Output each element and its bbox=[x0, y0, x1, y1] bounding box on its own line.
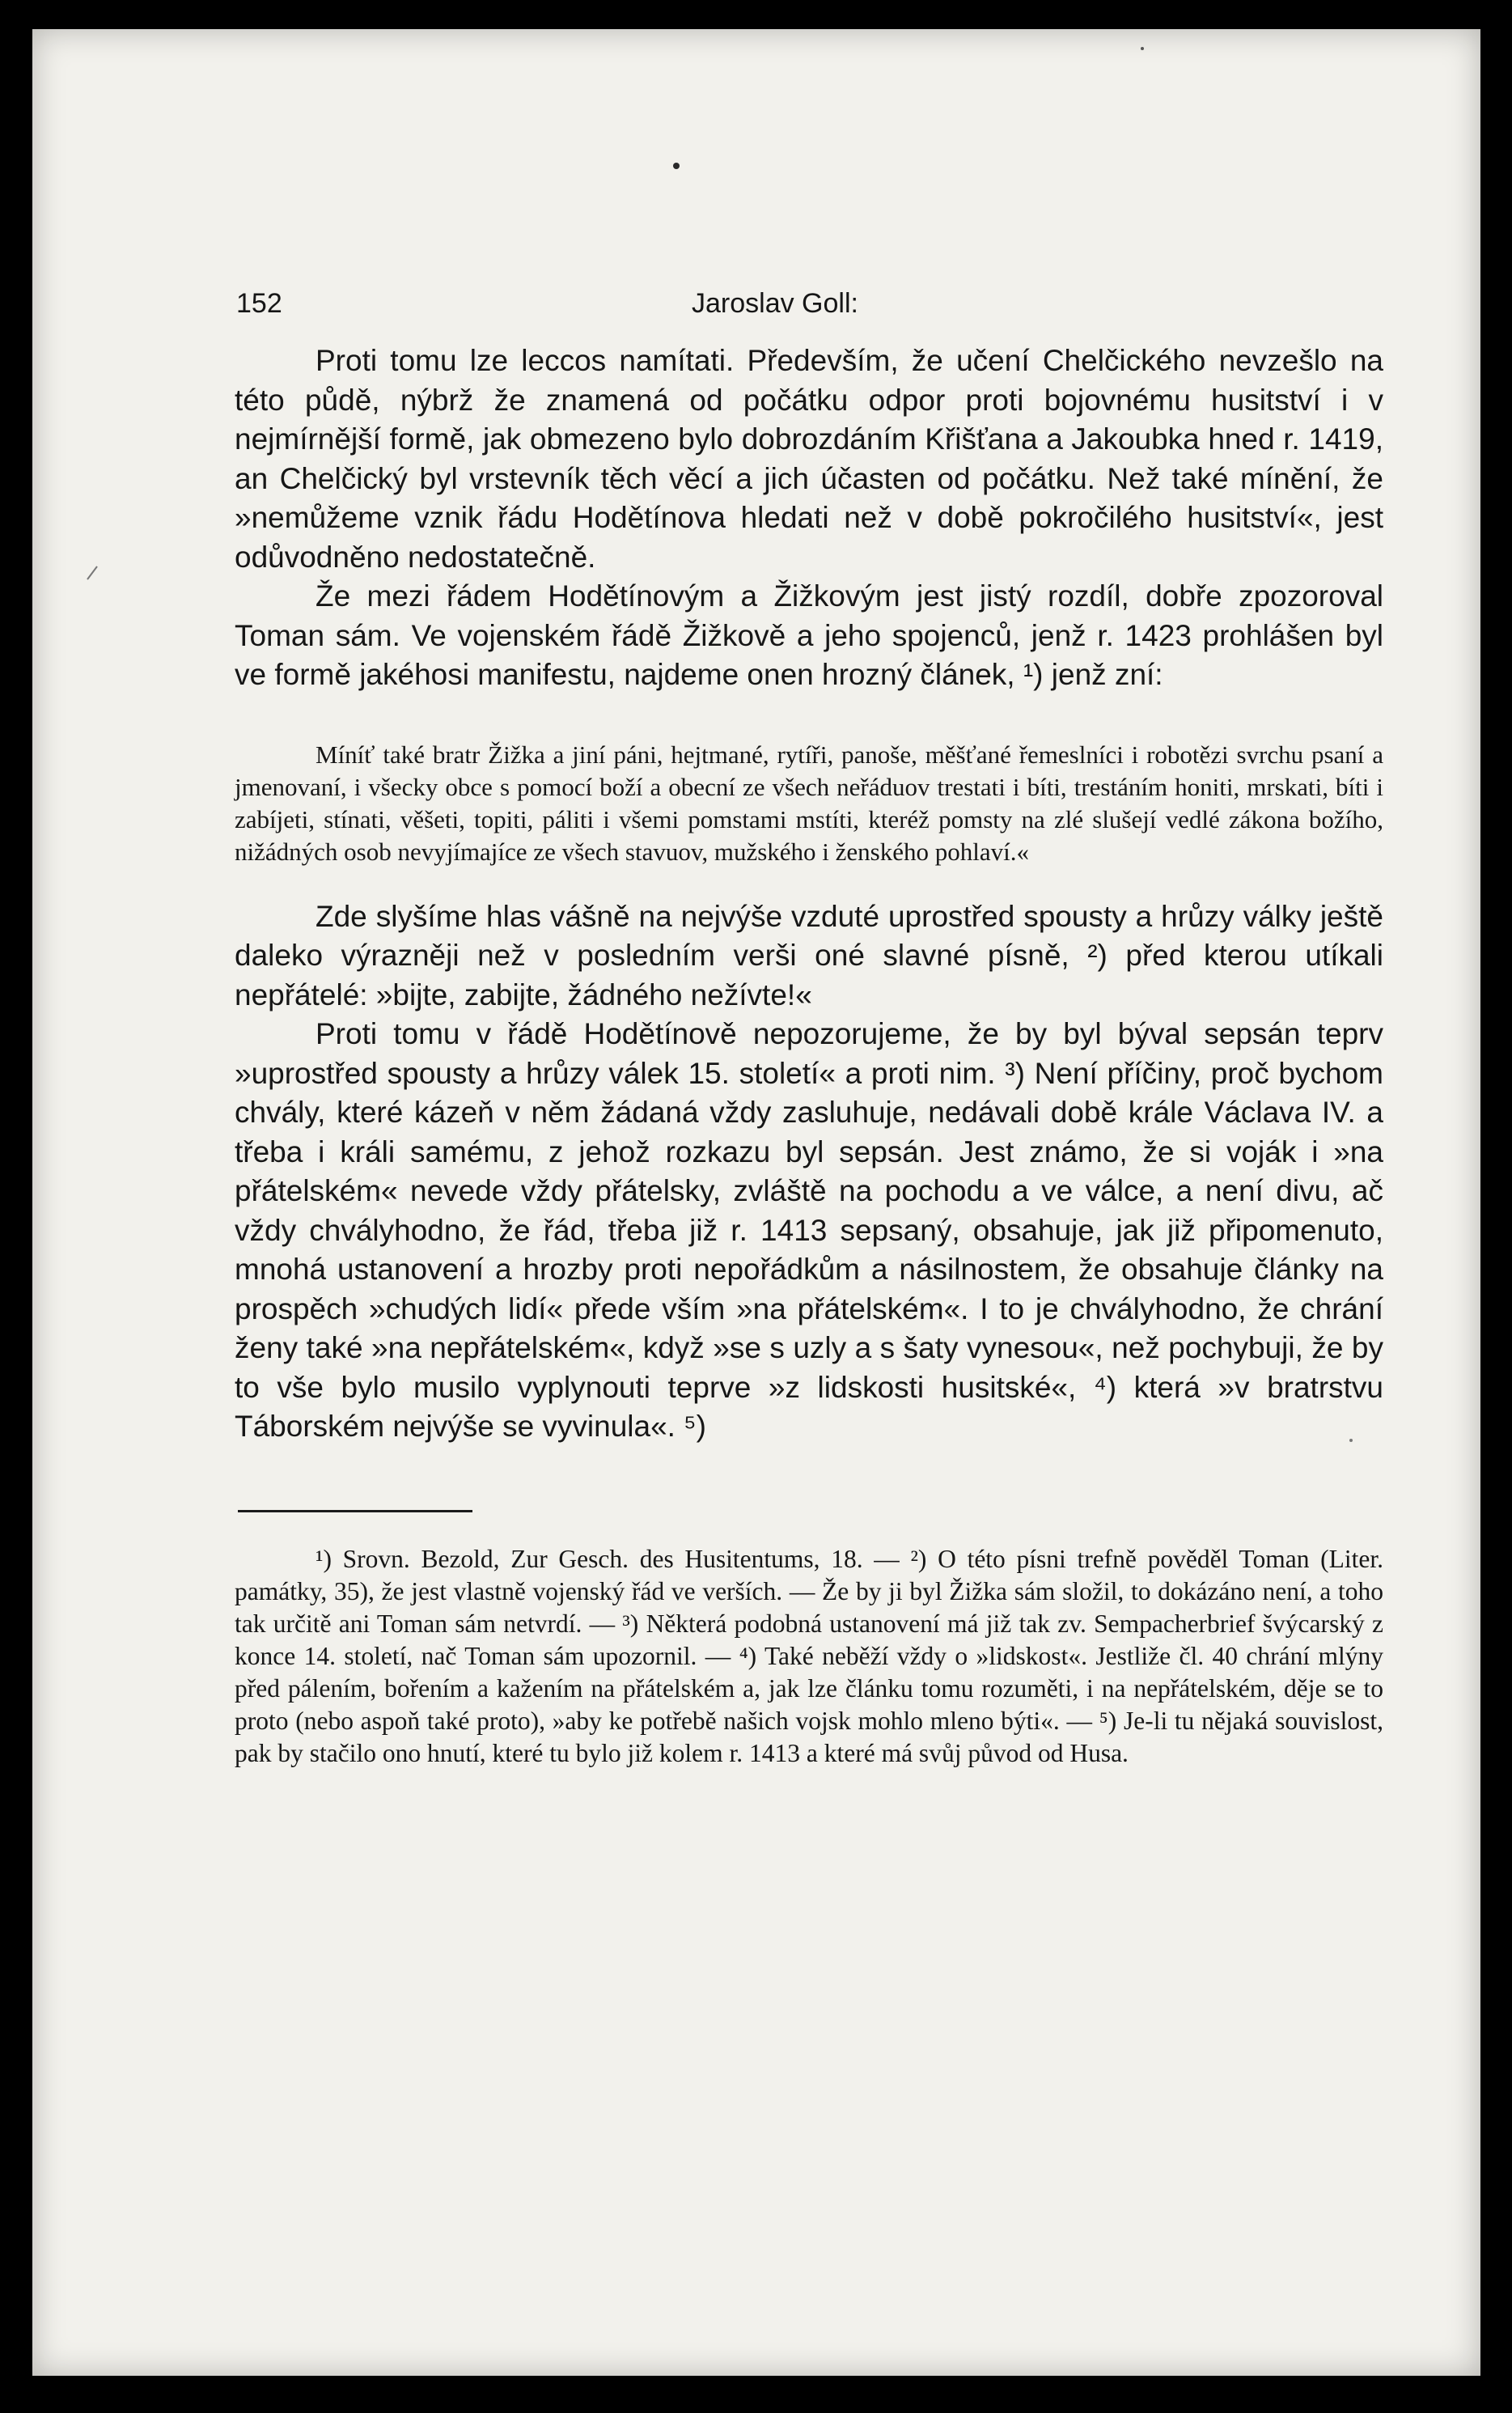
speck bbox=[1141, 47, 1144, 50]
speck bbox=[1349, 1439, 1353, 1442]
page-number: 152 bbox=[236, 288, 282, 319]
running-title: Jaroslav Goll: bbox=[692, 288, 858, 319]
paragraph-3: Zde slyšíme hlas vášně na nejvýše vzduté uprostřed spousty a hrůzy války ještě daleko výrazněji než v posledním verši oné slavné písně, ²) před kterou utíkali nepřátelé: »bijte, zabijte, žádného nežívte!« bbox=[235, 899, 1383, 1011]
speck bbox=[673, 163, 680, 169]
paragraph-1: Proti tomu lze leccos namítati. Především, že učení Chelčického nevzešlo na této půdě, nýbrž že znamená od počátku odpor proti bojovnému husitství i v nejmírnější formě, jak obmezeno bylo dobrozdáním Křišťana a Jakoubka hned r. 1419, an Chelčický byl vrstevník těch věcí a jich účasten od počátku. Než také mínění, že »nemůžeme vznik řádu Hodětínova hledati než v době pokročilého husitství«, jest odůvodněno nedostatečně. bbox=[235, 344, 1383, 574]
paragraph-4: Proti tomu v řádě Hodětínově nepozorujeme, že by byl býval sepsán teprv »uprostřed spousty a hrůzy válek 15. století« a proti nim. ³) Není příčiny, proč bychom chvály, které kázeň v něm žádaná vždy zasluhuje, nedávali době krále Václava IV. a třeba i králi samému, z jehož rozkazu byl sepsán. Jest známo, že si voják i »na přátelském« nevede vždy přátelsky, zvláště na pochodu a ve válce, a není divu, ač vždy chvályhodno, že řád, třeba již r. 1413 sepsaný, obsahuje, jak již připomenuto, mnohá ustanovení a hrozby proti nepořádkům a násilnostem, že obsahuje články na prospěch »chudých lidí« přede vším »na přátelském«. I to je chvályhodno, že chrání ženy také »na nepřátelském«, když »se s uzly a s šaty vynesou«, než pochybuji, že by to vše bylo musilo vyplynouti teprve »z lidskosti husitské«, ⁴) která »v bratrstvu Táborském nejvýše se vyvinula«. ⁵) bbox=[235, 1017, 1383, 1443]
footnotes: ¹) Srovn. Bezold, Zur Gesch. des Husitentums, 18. — ²) O této písni trefně pověděl Toman (Liter. památky, 35), že jest vlastně vojenský řád ve verších. — Že by ji byl Žižka sám složil, to dokázáno není, a toho tak určitě ani Toman sám netvrdí. — ³) Některá podobná ustanovení má již tak zv. Sempacherbrief švýcarský z konce 14. století, nač Toman sám upozornil. — ⁴) Také neběží vždy o »lidskost«. Jestliže čl. 40 chrání mlýny před pálením, bořením a kažením na přátelském a, jak lze článku tomu rozuměti, i na nepřátelském, děje se to proto (nebo aspoň také proto), »aby ke potřebě našich vojsk mohlo mleno býti«. — ⁵) Je-li tu nějaká souvislost, pak by stačilo ono hnutí, které tu bylo již kolem r. 1413 a které má svůj původ od Husa. bbox=[235, 1544, 1383, 1767]
speck bbox=[87, 566, 97, 579]
paragraph-2: Že mezi řádem Hodětínovým a Žižkovým jest jistý rozdíl, dobře zpozoroval Toman sám. Ve vojenském řádě Žižkově a jeho spojenců, jenž r. 1423 prohlášen byl ve formě jakéhosi manifestu, najdeme onen hrozný článek, ¹) jenž zní: bbox=[235, 579, 1383, 691]
block-quote: Míníť také bratr Žižka a jiní páni, hejtmané, rytíři, panoše, měšťané řemeslníci i robotězi svrchu psaní a jmenovaní, i všecky obce s pomocí boží a obecní ze všech neřáduov trestati i bíti, trestáním honiti, mrskati, bíti i zabíjeti, stínati, věšeti, topiti, páliti i všemi pomstami mstíti, kteréž pomsty na zlé slušejí vedlé zákona božího, nižádných osob nevyjímajíce ze všech stavuov, mužského i ženského pohlaví.« bbox=[235, 740, 1383, 866]
